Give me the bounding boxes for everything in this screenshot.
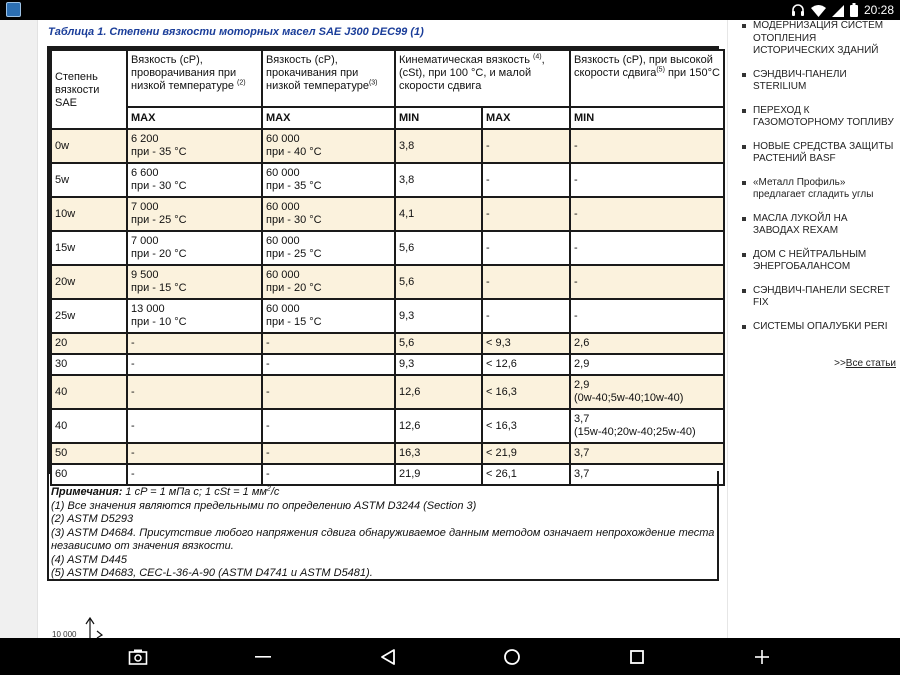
- subheader-kin-min: MIN: [396, 108, 481, 128]
- headphones-icon: [791, 3, 805, 17]
- cell-hths: 2,6: [571, 334, 723, 353]
- cell-hths: -: [571, 232, 723, 264]
- cell-hths: -: [571, 300, 723, 332]
- app-notification-icon: [6, 2, 21, 17]
- table-row: [52, 300, 723, 332]
- cell-grade: 30: [52, 355, 126, 374]
- cell-cold-pump: -: [263, 376, 394, 408]
- cell-hths: -: [571, 130, 723, 162]
- table-notes: [47, 471, 719, 581]
- table-row: [52, 444, 723, 463]
- cell-kin-min: 5,6: [396, 334, 481, 353]
- cell-kin-min: 3,8: [396, 130, 481, 162]
- screenshot-icon[interactable]: [127, 646, 149, 668]
- header-cold-crank: Вязкость (cP), проворачивания при низкой температуре $^{(2)}$: [128, 51, 261, 106]
- cell-cold-crank: -: [128, 334, 261, 353]
- sidebar-article-link[interactable]: НОВЫЕ СРЕДСТВА ЗАЩИТЫ РАСТЕНИЙ BASF: [728, 141, 900, 166]
- notes-units: Примечания: 1 cP = 1 мПа с; 1 cSt = 1 $мм^2/с$: [51, 485, 280, 498]
- wifi-icon: [811, 4, 826, 17]
- cell-cold-crank: -: [128, 444, 261, 463]
- article-content: [38, 20, 728, 638]
- cell-cold-pump: -: [263, 355, 394, 374]
- header-hths: Вязкость (cP), при высокой скорости сдвига$^{(5)}$ при 150°С: [571, 51, 723, 106]
- cell-grade: 20: [52, 334, 126, 353]
- cell-kin-max: -: [483, 164, 569, 196]
- signal-icon: [832, 4, 844, 17]
- cell-kin-max: < 16,3: [483, 376, 569, 408]
- system-tray: [791, 2, 894, 18]
- all-articles-link[interactable]: >>Все статьи: [834, 358, 896, 369]
- note-3: (3) ASTM D4684. Присутствие любого напряжения сдвига обнаруживаемое данным методом означает непрохождение теста независимо от значения вязкости.: [51, 526, 715, 552]
- cell-grade: 60: [52, 465, 126, 484]
- table-row: [52, 334, 723, 353]
- cell-hths: -: [571, 198, 723, 230]
- cell-kin-max: -: [483, 266, 569, 298]
- cell-kin-max: < 12,6: [483, 355, 569, 374]
- cell-cold-crank: -: [128, 410, 261, 442]
- cell-hths: -: [571, 266, 723, 298]
- cell-grade: 20w: [52, 266, 126, 298]
- header-grade: Степень вязкости SAE: [52, 51, 126, 128]
- web-page[interactable]: [0, 20, 900, 638]
- status-bar: [0, 0, 900, 20]
- cell-kin-min: 12,6: [396, 376, 481, 408]
- cell-cold-pump: 60 000 при - 35 °С: [263, 164, 394, 196]
- cell-kin-min: 9,3: [396, 300, 481, 332]
- cell-kin-max: -: [483, 198, 569, 230]
- sidebar-article-list: [728, 20, 900, 333]
- cell-kin-max: < 26,1: [483, 465, 569, 484]
- cell-kin-max: -: [483, 300, 569, 332]
- cell-grade: 15w: [52, 232, 126, 264]
- cell-cold-pump: 60 000 при - 40 °С: [263, 130, 394, 162]
- cell-kin-min: 4,1: [396, 198, 481, 230]
- left-gutter: [0, 20, 38, 638]
- cell-cold-crank: -: [128, 355, 261, 374]
- cell-kin-min: 9,3: [396, 355, 481, 374]
- cell-grade: 0w: [52, 130, 126, 162]
- viscosity-table: [50, 49, 725, 486]
- header-kinematic: Кинематическая вязкость $^{(4)}$, (cSt), при 100 °С, и малой скорости сдвига: [396, 51, 569, 106]
- cell-cold-crank: 6 600 при - 30 °С: [128, 164, 261, 196]
- cell-cold-crank: 7 000 при - 20 °С: [128, 232, 261, 264]
- cell-grade: 25w: [52, 300, 126, 332]
- sidebar-article-link[interactable]: ДОМ С НЕЙТРАЛЬНЫМ ЭНЕРГОБАЛАНСОМ: [728, 249, 900, 274]
- cell-kin-min: 12,6: [396, 410, 481, 442]
- table-row: [52, 198, 723, 230]
- sidebar-article-link[interactable]: ПЕРЕХОД К ГАЗОМОТОРНОМУ ТОПЛИВУ: [728, 105, 900, 130]
- viscosity-table-frame: [47, 46, 720, 480]
- cell-cold-pump: -: [263, 465, 394, 484]
- cell-cold-crank: -: [128, 465, 261, 484]
- table-row: [52, 376, 723, 408]
- subheader-kin-max: MAX: [483, 108, 569, 128]
- chart-preview: [52, 616, 132, 638]
- cell-hths: 3,7: [571, 465, 723, 484]
- note-5: (5) ASTM D4683, CEC-L-36-A-90 (ASTM D4741 и ASTM D5481).: [51, 567, 373, 579]
- cell-cold-pump: -: [263, 410, 394, 442]
- cell-cold-crank: -: [128, 376, 261, 408]
- cell-cold-pump: 60 000 при - 20 °С: [263, 266, 394, 298]
- table-row: [52, 164, 723, 196]
- cell-kin-min: 5,6: [396, 266, 481, 298]
- table-row: [52, 232, 723, 264]
- subheader-crank-max: MAX: [128, 108, 261, 128]
- cell-cold-pump: -: [263, 444, 394, 463]
- header-cold-pump: Вязкость (cP), прокачивания при низкой температуре$^{(3)}$: [263, 51, 394, 106]
- sidebar-article-link[interactable]: СЭНДВИЧ-ПАНЕЛИ STERILIUM: [728, 69, 900, 94]
- cell-kin-min: 3,8: [396, 164, 481, 196]
- cell-hths: 2,9: [571, 355, 723, 374]
- cell-hths: -: [571, 164, 723, 196]
- cell-cold-crank: 13 000 при - 10 °С: [128, 300, 261, 332]
- cell-hths: 3,7 (15w-40;20w-40;25w-40): [571, 410, 723, 442]
- note-2: (2) ASTM D5293: [51, 513, 134, 525]
- battery-icon: [850, 3, 858, 17]
- cell-kin-min: 21,9: [396, 465, 481, 484]
- cell-cold-pump: 60 000 при - 30 °С: [263, 198, 394, 230]
- back-icon[interactable]: [377, 646, 399, 668]
- cell-kin-max: < 9,3: [483, 334, 569, 353]
- recents-icon[interactable]: [626, 646, 648, 668]
- sidebar-article-link[interactable]: МАСЛА ЛУКОЙЛ НА ЗАВОДАХ REXAM: [728, 213, 900, 238]
- cell-cold-crank: 6 200 при - 35 °С: [128, 130, 261, 162]
- table-caption: Таблица 1. Степени вязкости моторных масел SAE J300 DEC99 (1): [48, 26, 424, 38]
- cell-cold-pump: 60 000 при - 25 °С: [263, 232, 394, 264]
- sidebar-article-link[interactable]: СЭНДВИЧ-ПАНЕЛИ SECRET FIX: [728, 285, 900, 310]
- cell-cold-pump: 60 000 при - 15 °С: [263, 300, 394, 332]
- subheader-pump-max: MAX: [263, 108, 394, 128]
- clock: 20:28: [863, 3, 894, 17]
- cell-grade: 50: [52, 444, 126, 463]
- plus-icon[interactable]: [751, 646, 773, 668]
- cell-cold-crank: 9 500 при - 15 °С: [128, 266, 261, 298]
- chart-preview-label: 10 000: [52, 630, 77, 638]
- cell-kin-max: -: [483, 232, 569, 264]
- cell-hths: 3,7: [571, 444, 723, 463]
- cell-kin-max: -: [483, 130, 569, 162]
- navigation-bar: [0, 638, 900, 675]
- cell-cold-crank: 7 000 при - 25 °С: [128, 198, 261, 230]
- table-row: [52, 266, 723, 298]
- minus-icon[interactable]: [252, 646, 274, 668]
- sidebar-article-link[interactable]: МОДЕРНИЗАЦИЯ СИСТЕМ ОТОПЛЕНИЯ ИСТОРИЧЕСКИХ ЗДАНИЙ: [728, 20, 900, 58]
- note-4: (4) ASTM D445: [51, 553, 128, 566]
- cell-grade: 5w: [52, 164, 126, 196]
- subheader-hths-min: MIN: [571, 108, 723, 128]
- cell-grade: 40: [52, 410, 126, 442]
- cell-kin-max: < 21,9: [483, 444, 569, 463]
- cell-cold-pump: -: [263, 334, 394, 353]
- sidebar-article-link[interactable]: СИСТЕМЫ ОПАЛУБКИ PERI: [728, 321, 900, 334]
- table-row: [52, 410, 723, 442]
- cell-kin-max: < 16,3: [483, 410, 569, 442]
- table-row: [52, 355, 723, 374]
- sidebar-article-link[interactable]: «Металл Профиль» предлагает сгладить углы: [728, 177, 900, 202]
- home-icon[interactable]: [501, 646, 523, 668]
- cell-kin-min: 5,6: [396, 232, 481, 264]
- cell-grade: 10w: [52, 198, 126, 230]
- cell-grade: 40: [52, 376, 126, 408]
- sidebar: [728, 20, 900, 638]
- cell-hths: 2,9 (0w-40;5w-40;10w-40): [571, 376, 723, 408]
- cell-kin-min: 16,3: [396, 444, 481, 463]
- note-1: (1) Все значения являются предельными по определению ASTM D3244 (Section 3): [51, 499, 477, 512]
- table-row: [52, 130, 723, 162]
